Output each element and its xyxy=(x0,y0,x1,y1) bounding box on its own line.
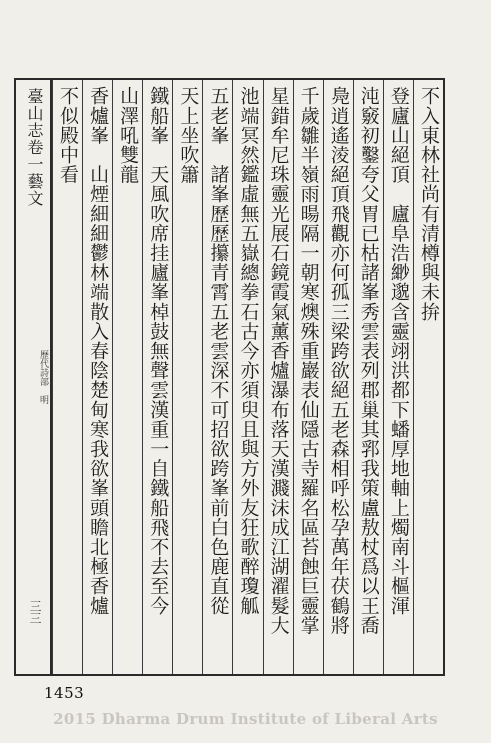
text-column xyxy=(112,80,142,674)
column-text: 不似殿中看 xyxy=(57,86,80,184)
column-text: 五老峯 諸峯歷歷攥青霄五老雲深不可招欲跨峯前白色鹿直從 xyxy=(207,86,230,616)
text-column xyxy=(82,80,112,674)
column-text: 不入東林社尚有清樽與未拚 xyxy=(417,86,440,322)
column-text: 千歲雛半嶺雨暘隔一朝寒燠殊重巖表仙隱古寺羅名區苔蝕巨靈掌 xyxy=(297,86,320,635)
text-column xyxy=(293,80,323,674)
text-column xyxy=(232,80,262,674)
column-text: 沌竅初鑿夸父胃已枯諸峯秀雲表列郡巢其郛我策盧敖杖爲以王喬 xyxy=(357,86,380,635)
margin-subtitle: 歷代詩部 明 xyxy=(38,350,48,404)
center-margin-column xyxy=(16,80,52,674)
column-text: 鳧逍遙淩絕頂飛觀亦何孤三梁跨欲絕五老森相呼松孕萬年茯鶴將 xyxy=(327,86,350,635)
text-column xyxy=(383,80,413,674)
column-text: 天上坐吹簫 xyxy=(177,86,200,184)
column-text: 香爐峯 山煙細細鬱林端散入春陰楚甸寒我欲峯頭瞻北極香爐 xyxy=(87,86,110,616)
text-column xyxy=(353,80,383,674)
text-column xyxy=(142,80,172,674)
column-text: 登廬山絕頂 廬阜浩緲邈含靈翊洪都下蟠厚地軸上燭南斗樞渾 xyxy=(387,86,410,616)
column-text: 星錯牟尼珠靈光展石鏡霞氣薰香爐瀑布落天漢濺沫成江湖濯髮大 xyxy=(267,86,290,635)
watermark: 2015 Dharma Drum Institute of Liberal Arts xyxy=(53,710,438,728)
margin-leaf-number: 三三 xyxy=(28,600,42,624)
text-column xyxy=(202,80,232,674)
text-columns xyxy=(52,80,443,674)
column-text: 山澤吼雙龍 xyxy=(117,86,140,184)
text-column xyxy=(263,80,293,674)
margin-title: 臺山志卷一藝文 xyxy=(25,88,44,207)
text-column xyxy=(172,80,202,674)
column-text: 鐵船峯 天風吹席挂廬峯棹鼓無聲雲漢重一自鐵船飛不去至今 xyxy=(147,86,170,616)
page-number: 1453 xyxy=(44,684,85,702)
text-column xyxy=(413,80,443,674)
text-column xyxy=(52,80,82,674)
text-column xyxy=(323,80,353,674)
column-text: 池端冥然鑑虛無五嶽總拳石古今亦須臾且與方外友狂歌醉瓊觚 xyxy=(237,86,260,616)
